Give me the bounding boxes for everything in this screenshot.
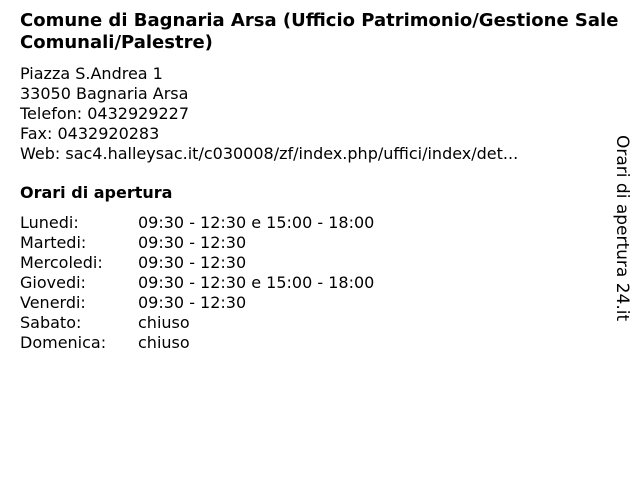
day-hours: 09:30 - 12:30 e 15:00 - 18:00 [138,213,375,232]
phone-number: Telefon: 0432929227 [20,104,190,123]
day-hours: 09:30 - 12:30 [138,293,247,312]
day-hours: chiuso [138,333,190,352]
street-address: Piazza S.Andrea 1 [20,64,163,83]
fax-number: Fax: 0432920283 [20,124,160,143]
day-label: Giovedi: [20,273,86,292]
day-label: Lunedi: [20,213,79,232]
opening-hours-heading: Orari di apertura [20,183,173,202]
day-label: Venerdi: [20,293,86,312]
day-label: Martedi: [20,233,87,252]
day-hours: 09:30 - 12:30 [138,253,247,272]
day-hours: 09:30 - 12:30 e 15:00 - 18:00 [138,273,375,292]
address-block [20,64,518,164]
site-watermark [612,135,634,322]
website-link[interactable]: Web: sac4.halleysac.it/c030008/zf/index.php/uffici/index/det... [20,144,519,163]
day-label: Mercoledi: [20,253,103,272]
office-title: Comune di Bagnaria Arsa (Ufficio Patrimonio/Gestione Sale Comunali/Palestre) [20,10,619,53]
city-line: 33050 Bagnaria Arsa [20,84,189,103]
day-label: Sabato: [20,313,82,332]
day-hours: 09:30 - 12:30 [138,233,247,252]
day-hours: chiuso [138,313,190,332]
watermark-text: Orari di apertura 24.it [612,135,632,322]
day-label: Domenica: [20,333,107,352]
